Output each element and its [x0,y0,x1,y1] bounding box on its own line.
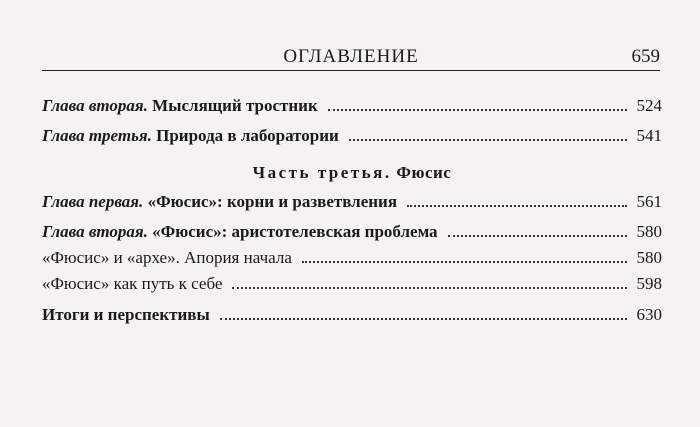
toc-subentry [42,248,662,272]
toc-entry [42,192,662,216]
leader-dots [328,109,627,111]
leader-dots [302,261,627,263]
subentry-title: «Фюсис» и «архе». Апория начала [42,248,292,267]
chapter-title: Мыслящий тростник [152,96,318,115]
chapter-prefix: Глава вторая. [42,222,148,241]
entry-page: 561 [636,192,662,211]
leader-dots [220,318,627,320]
chapter-prefix: Глава третья. [42,126,152,145]
page-header [42,40,660,71]
chapter-title: Природа в лаборатории [156,126,339,145]
entry-page: 524 [636,96,662,115]
toc-entry [42,96,662,120]
entry-page: 580 [636,222,662,241]
toc-subentry [42,274,662,298]
chapter-prefix: Глава вторая. [42,96,148,115]
leader-dots [407,205,626,207]
toc-entry [42,126,662,150]
toc-entry [42,222,662,246]
leader-dots [349,139,627,141]
chapter-title: Итоги и перспективы [42,305,210,324]
entry-page: 630 [636,305,662,324]
page-number: 659 [631,46,660,67]
entry-page: 541 [636,126,662,145]
toc-entry [42,305,662,329]
leader-dots [448,235,627,237]
chapter-title: «Фюсис»: корни и разветвления [147,192,398,211]
entry-page: 598 [636,274,662,293]
chapter-prefix: Глава первая. [42,192,144,211]
part-name: Фюсис [396,163,452,182]
subentry-title: «Фюсис» как путь к себе [42,274,223,293]
page-title: ОГЛАВЛЕНИЕ [283,46,419,67]
chapter-title: «Фюсис»: аристотелевская проблема [152,222,438,241]
leader-dots [232,287,626,289]
entry-page: 580 [636,248,662,267]
part-label: Часть третья. [252,163,392,182]
part-heading [42,163,662,183]
